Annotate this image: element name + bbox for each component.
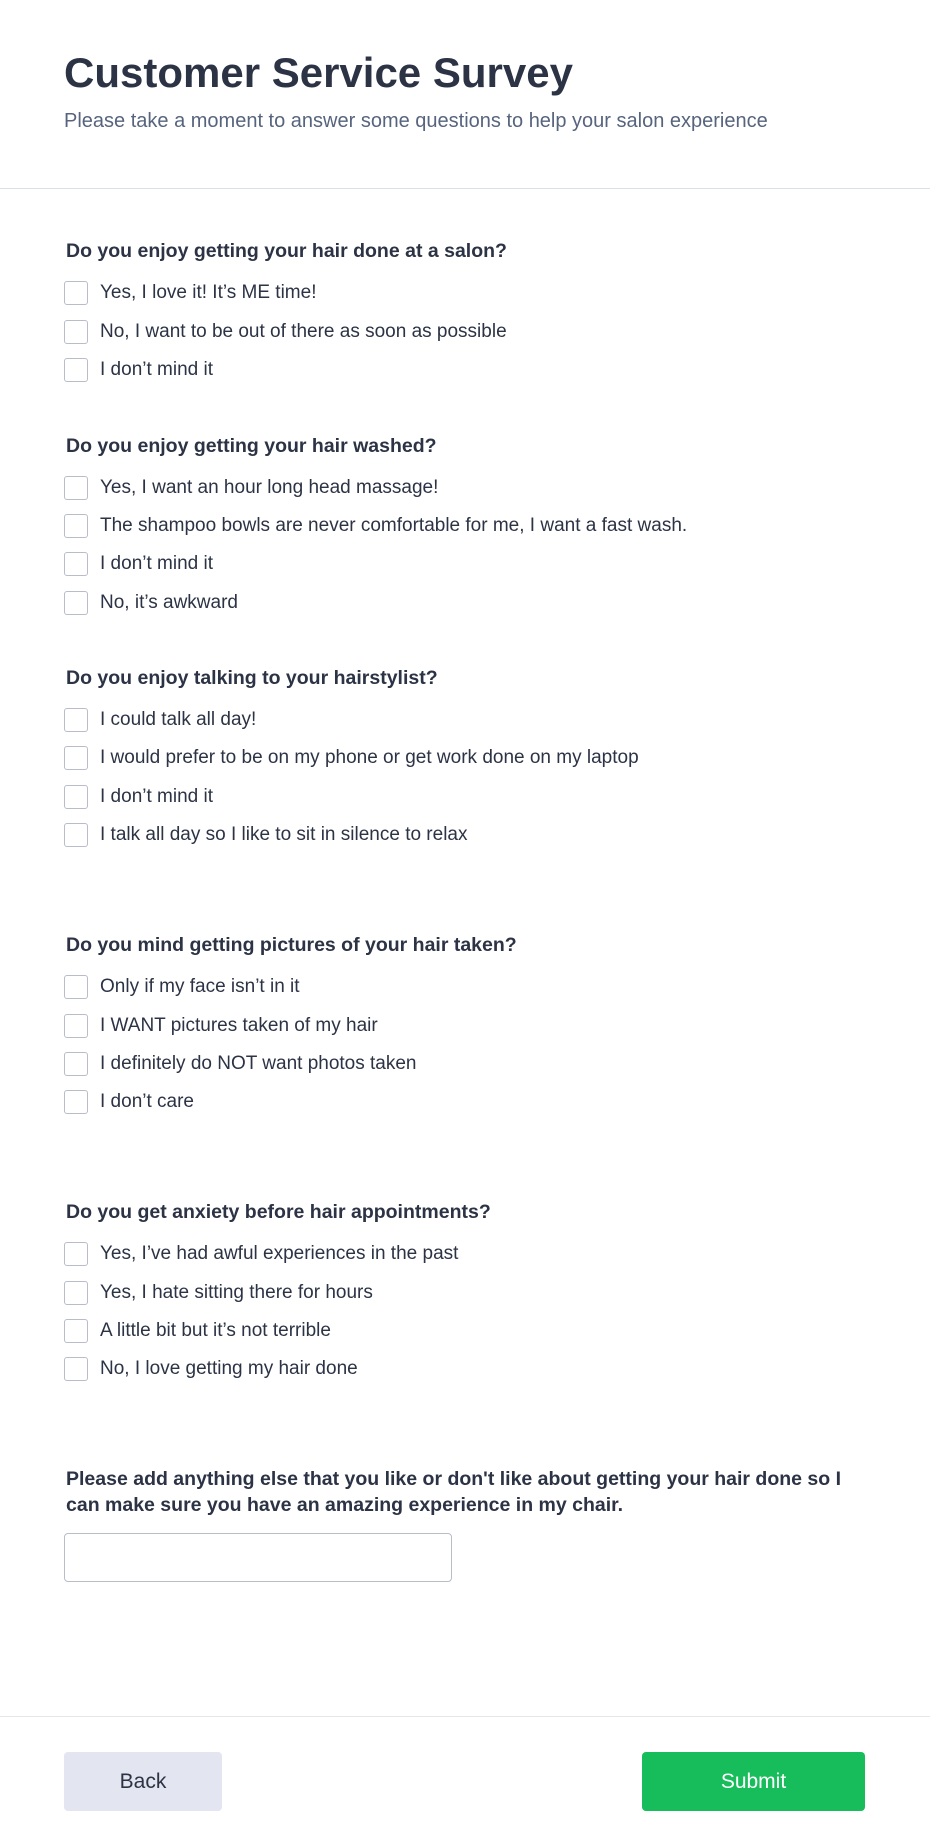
- page-subtitle: Please take a moment to answer some questions to help your salon experience: [64, 110, 768, 132]
- option-checkbox[interactable]: [64, 590, 238, 616]
- question-label: Do you enjoy getting your hair done at a salon?: [66, 240, 507, 262]
- option-checkbox[interactable]: [64, 974, 300, 1000]
- submit-button[interactable]: Submit: [642, 1752, 865, 1811]
- option-label: I don’t mind it: [100, 553, 213, 574]
- option-checkbox[interactable]: [64, 745, 639, 771]
- checkbox[interactable]: [64, 552, 88, 576]
- option-checkbox[interactable]: [64, 1089, 194, 1115]
- option-checkbox[interactable]: [64, 475, 438, 501]
- option-label: Yes, I’ve had awful experiences in the past: [100, 1243, 459, 1264]
- option-label: I don’t care: [100, 1091, 194, 1112]
- survey-header: [0, 0, 930, 189]
- checkbox[interactable]: [64, 1319, 88, 1343]
- question-label: Do you enjoy talking to your hairstylist?: [66, 667, 438, 689]
- comments-label-line1: Please add anything else that you like or don't like about getting your hair done so I: [66, 1468, 842, 1490]
- comments-input[interactable]: [64, 1533, 452, 1582]
- option-label: Yes, I want an hour long head massage!: [100, 477, 439, 498]
- option-label: Yes, I hate sitting there for hours: [100, 1282, 373, 1303]
- back-button[interactable]: Back: [64, 1752, 222, 1811]
- option-checkbox[interactable]: [64, 1241, 458, 1267]
- checkbox[interactable]: [64, 1281, 88, 1305]
- option-checkbox[interactable]: [64, 822, 468, 848]
- checkbox[interactable]: [64, 1090, 88, 1114]
- checkbox[interactable]: [64, 975, 88, 999]
- option-label: Yes, I love it! It’s ME time!: [100, 282, 317, 303]
- option-label: Only if my face isn’t in it: [100, 976, 300, 997]
- page-title: Customer Service Survey: [64, 49, 573, 96]
- question-label: Do you get anxiety before hair appointments?: [66, 1201, 491, 1223]
- option-label: I could talk all day!: [100, 709, 257, 730]
- option-checkbox[interactable]: [64, 280, 316, 306]
- checkbox[interactable]: [64, 358, 88, 382]
- option-checkbox[interactable]: [64, 1013, 378, 1039]
- option-checkbox[interactable]: [64, 1356, 358, 1382]
- option-label: No, I love getting my hair done: [100, 1358, 358, 1379]
- option-label: I don’t mind it: [100, 786, 213, 807]
- checkbox[interactable]: [64, 1357, 88, 1381]
- option-checkbox[interactable]: [64, 1318, 331, 1344]
- option-checkbox[interactable]: [64, 1051, 417, 1077]
- option-label: No, it’s awkward: [100, 592, 238, 613]
- comments-label-line2: can make sure you have an amazing experience in my chair.: [66, 1494, 624, 1516]
- option-label: I definitely do NOT want photos taken: [100, 1053, 417, 1074]
- checkbox[interactable]: [64, 1242, 88, 1266]
- option-label: I WANT pictures taken of my hair: [100, 1015, 378, 1036]
- option-label: I would prefer to be on my phone or get work done on my laptop: [100, 747, 639, 768]
- checkbox[interactable]: [64, 514, 88, 538]
- checkbox[interactable]: [64, 708, 88, 732]
- option-checkbox[interactable]: [64, 319, 507, 345]
- checkbox[interactable]: [64, 823, 88, 847]
- option-label: The shampoo bowls are never comfortable for me, I want a fast wash.: [100, 515, 688, 536]
- option-checkbox[interactable]: [64, 551, 213, 577]
- option-checkbox[interactable]: [64, 784, 213, 810]
- checkbox[interactable]: [64, 320, 88, 344]
- footer-divider: [0, 1716, 930, 1717]
- option-checkbox[interactable]: [64, 707, 256, 733]
- question-label: Do you mind getting pictures of your hair taken?: [66, 934, 517, 956]
- checkbox[interactable]: [64, 1014, 88, 1038]
- checkbox[interactable]: [64, 281, 88, 305]
- checkbox[interactable]: [64, 1052, 88, 1076]
- option-label: No, I want to be out of there as soon as possible: [100, 321, 507, 342]
- option-label: I talk all day so I like to sit in silence to relax: [100, 824, 468, 845]
- checkbox[interactable]: [64, 591, 88, 615]
- checkbox[interactable]: [64, 746, 88, 770]
- checkbox[interactable]: [64, 785, 88, 809]
- option-checkbox[interactable]: [64, 1280, 373, 1306]
- option-label: I don’t mind it: [100, 359, 213, 380]
- checkbox[interactable]: [64, 476, 88, 500]
- question-label: Do you enjoy getting your hair washed?: [66, 435, 437, 457]
- option-checkbox[interactable]: [64, 357, 213, 383]
- option-checkbox[interactable]: [64, 513, 687, 539]
- option-label: A little bit but it’s not terrible: [100, 1320, 331, 1341]
